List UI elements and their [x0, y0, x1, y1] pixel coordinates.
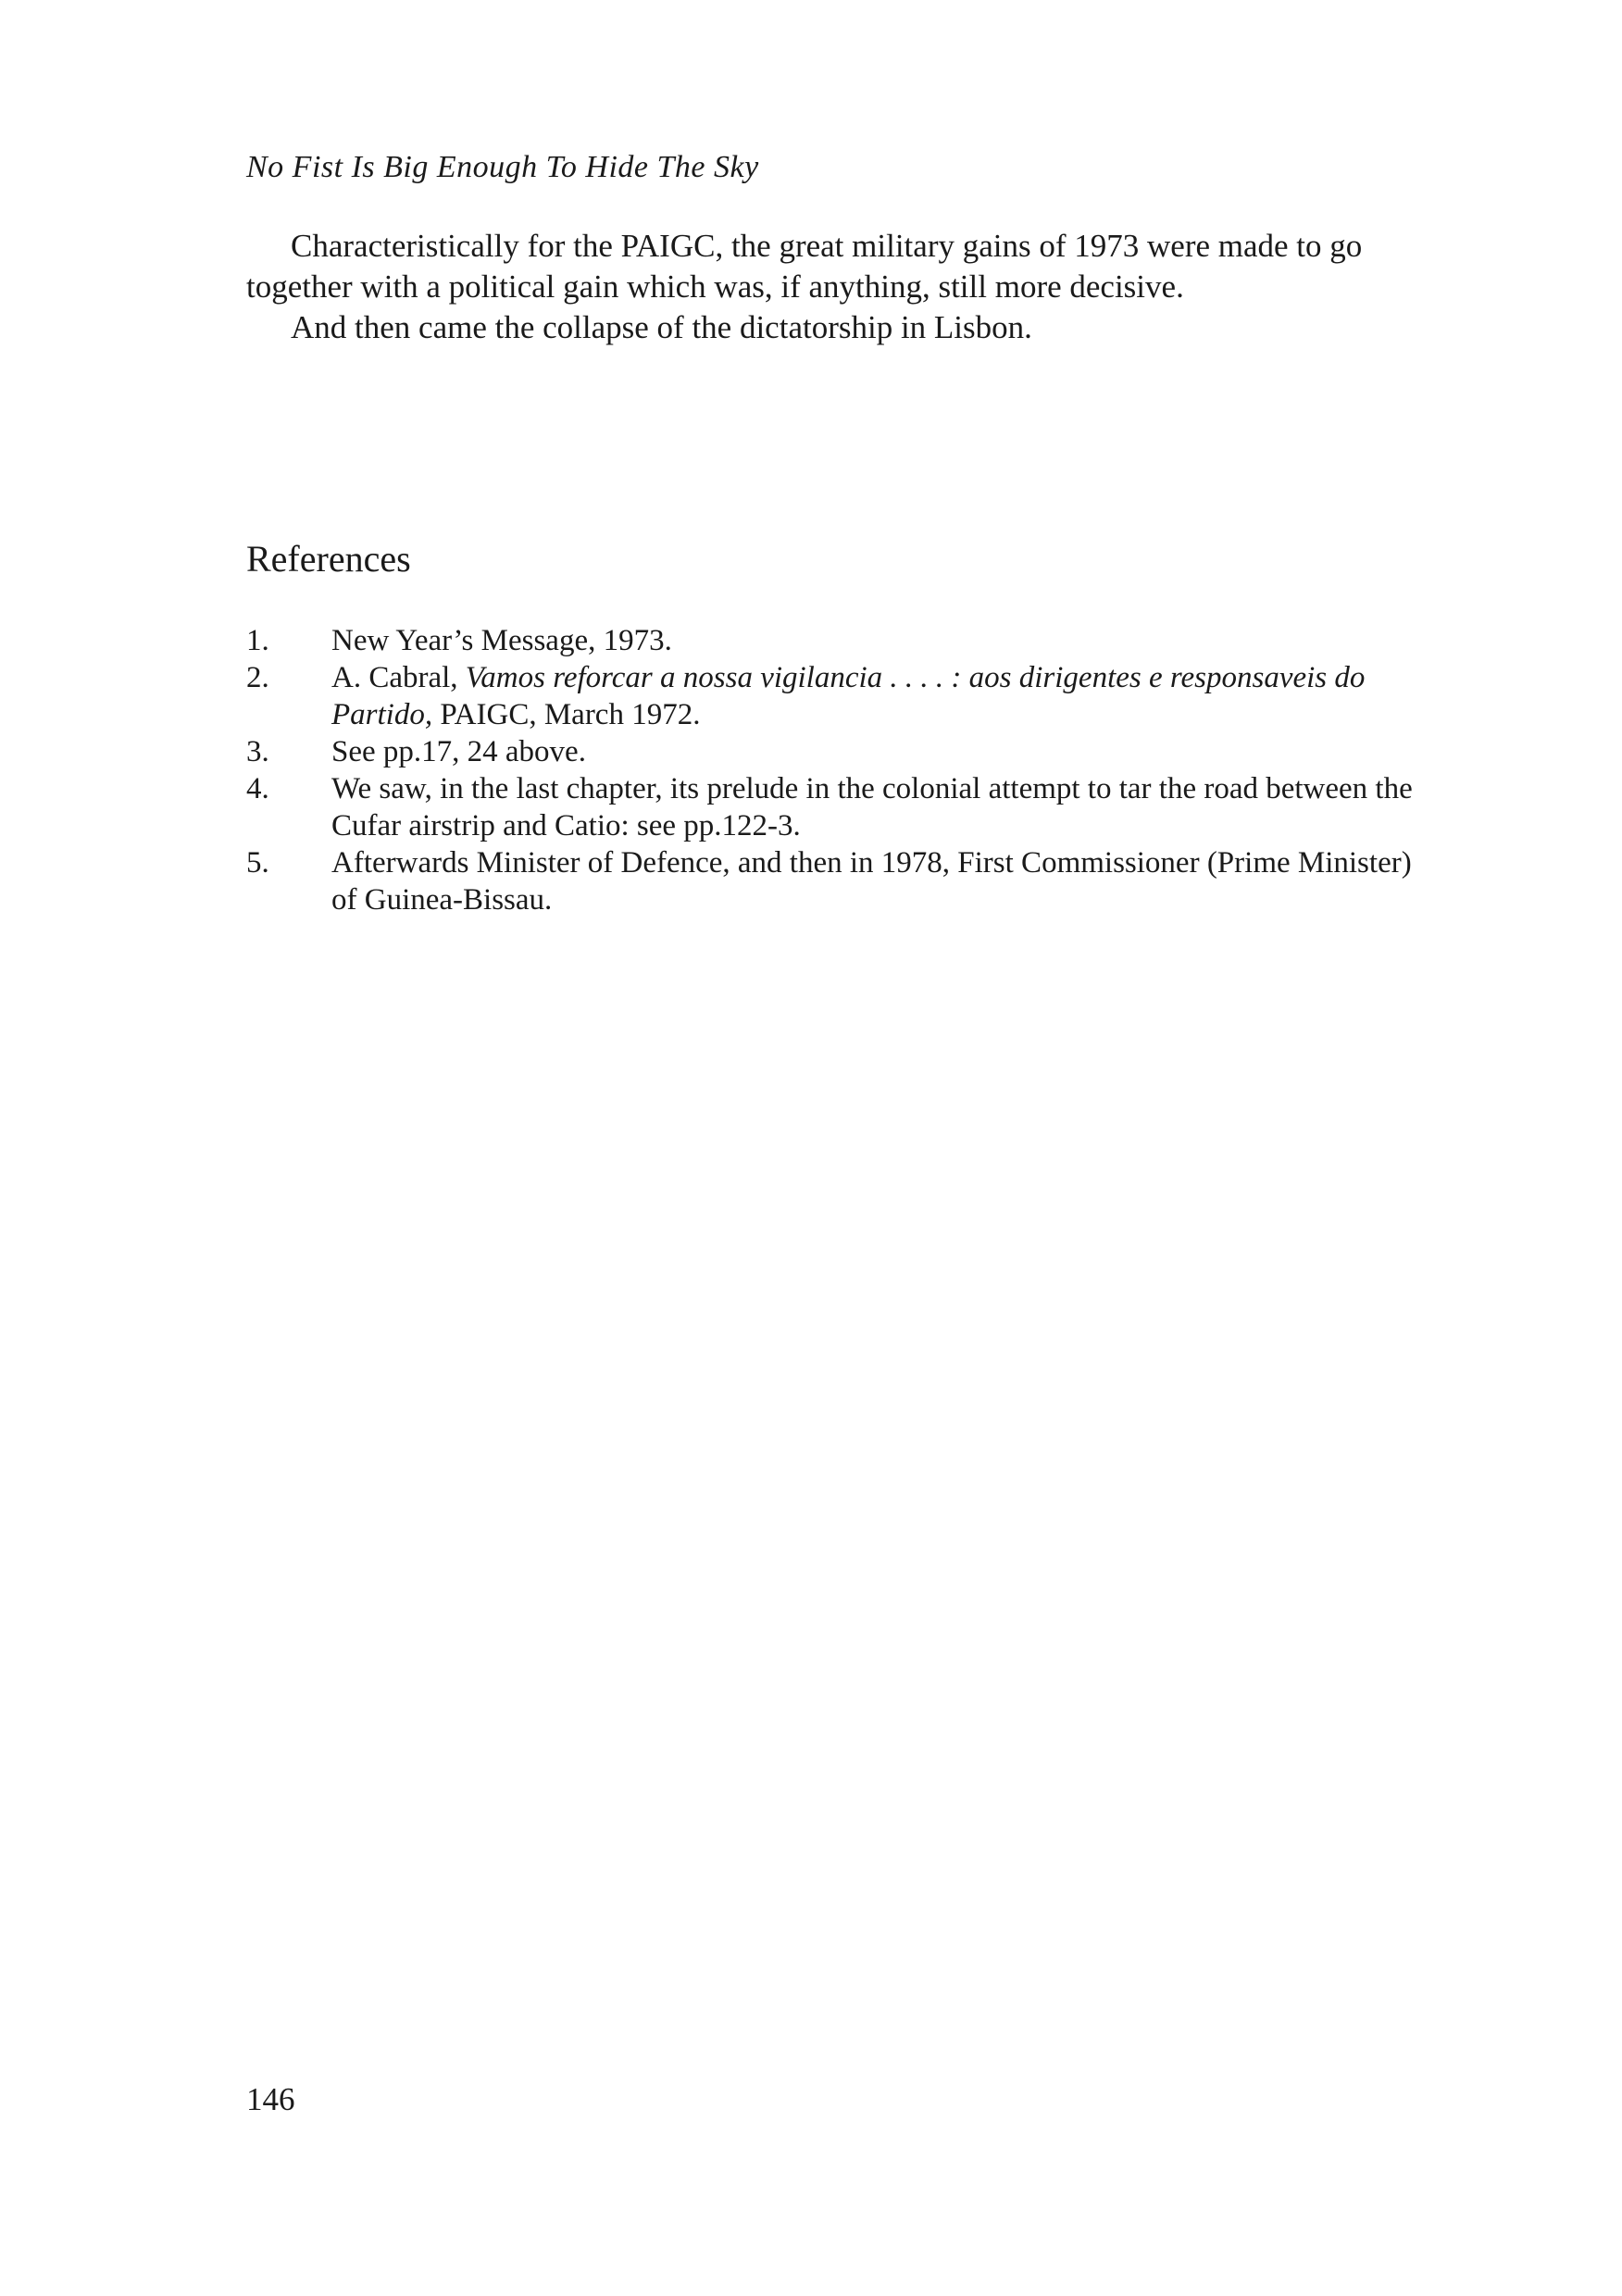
references-heading: References: [246, 538, 411, 580]
reference-item: [246, 733, 1413, 770]
reference-number: 5.: [246, 846, 269, 880]
reference-item: [246, 622, 1413, 659]
reference-item: [246, 659, 1413, 733]
body-paragraph: And then came the collapse of the dictatorship in Lisbon.: [291, 309, 1032, 345]
body-paragraph: Characteristically for the PAIGC, the great military gains of 1973 were made to go together with a political gain which was, if anything, still more decisive.: [246, 228, 1363, 305]
page-number: 146: [246, 2081, 295, 2117]
reference-author: A. Cabral,: [331, 661, 466, 694]
reference-item: [246, 844, 1413, 918]
reference-title: Vamos reforcar a nossa vigilancia . . . . : aos dirigentes e responsaveis do Partido,: [331, 661, 1366, 731]
running-head: No Fist Is Big Enough To Hide The Sky: [246, 150, 759, 184]
reference-text: We saw, in the last chapter, its prelude in the colonial attempt to tar the road between the Cufar airstrip and Catio: see pp.122-3.: [331, 772, 1413, 842]
reference-text: New Year’s Message, 1973.: [331, 624, 672, 657]
body-text: [246, 226, 1394, 348]
reference-publisher: PAIGC, March 1972.: [432, 698, 701, 731]
reference-number: 1.: [246, 624, 269, 657]
reference-item: [246, 770, 1413, 844]
reference-number: 4.: [246, 772, 269, 805]
reference-text: See pp.17, 24 above.: [331, 735, 586, 768]
reference-number: 3.: [246, 735, 269, 768]
reference-text: Afterwards Minister of Defence, and then in 1978, First Commissioner (Prime Minister) of Guinea-Bissau.: [331, 846, 1412, 917]
references-list: [246, 622, 1413, 918]
reference-number: 2.: [246, 661, 269, 694]
reference-text: [331, 659, 1413, 733]
